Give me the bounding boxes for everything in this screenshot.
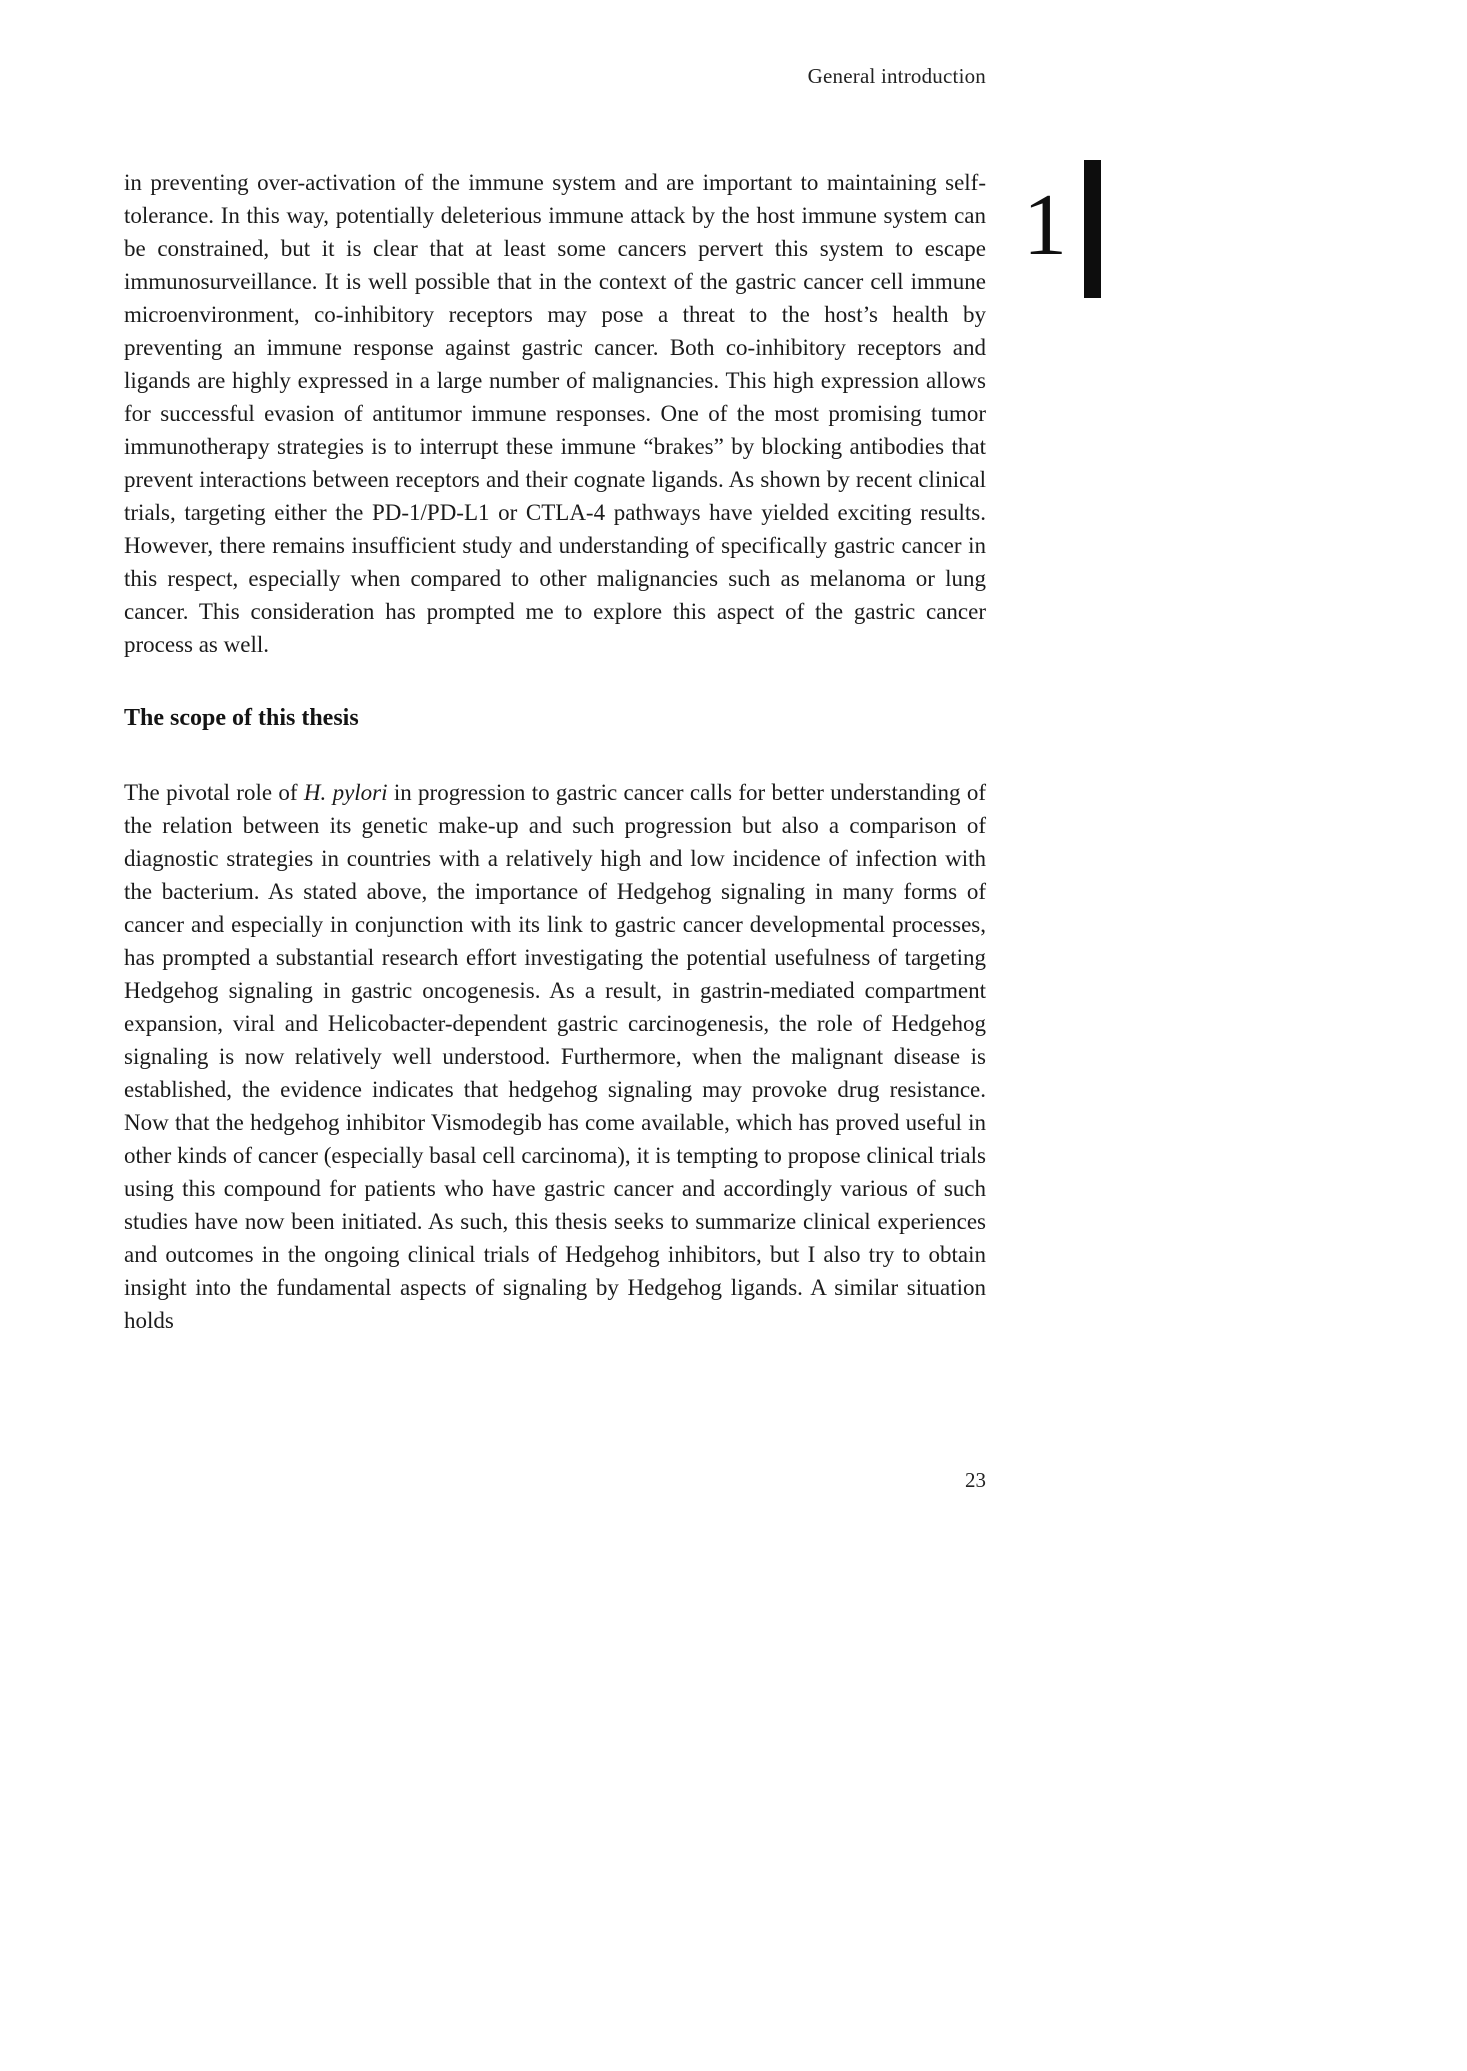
page-number: 23	[965, 1468, 986, 1492]
chapter-number: 1	[1023, 177, 1067, 274]
paragraph-scope-post: in progression to gastric cancer calls for better understanding of the relation between its genetic make-up and such progression but also a comparison of diagnostic strategies in countries with a relatively high and low incidence of infection with the bacterium. As stated above, the importance of Hedgehog signaling in many forms of cancer and especially in conjunction with its link to gastric cancer developmental processes, has prompted a substantial research effort investigating the potential usefulness of targeting Hedgehog signaling in gastric oncogenesis. As a result, in gastrin-mediated compartment expansion, viral and Helicobacter-dependent gastric carcinogenesis, the role of Hedgehog signaling is now relatively well understood. Furthermore, when the malignant disease is established, the evidence indicates that hedgehog signaling may provoke drug resistance. Now that the hedgehog inhibitor Vismodegib has come available, which has proved useful in other kinds of cancer (especially basal cell carcinoma), it is tempting to propose clinical trials using this compound for patients who have gastric cancer and accordingly various of such studies have now been initiated. As such, this thesis seeks to summarize clinical experiences and outcomes in the ongoing clinical trials of Hedgehog inhibitors, but I also try to obtain insight into the fundamental aspects of signaling by Hedgehog ligands. A similar situation holds	[124, 780, 986, 1333]
running-header: General introduction	[807, 64, 986, 88]
body-text-block	[124, 166, 986, 1337]
paragraph-scope-pre: The pivotal role of	[124, 780, 304, 805]
species-name-italic: H. pylori	[303, 780, 388, 805]
section-heading: The scope of this thesis	[124, 705, 359, 731]
chapter-tab-bar	[1084, 160, 1101, 298]
paragraph-scope	[124, 776, 986, 1337]
paragraph-immune-system: in preventing over-activation of the immune system and are important to maintaining self-tolerance. In this way, potentially deleterious immune attack by the host immune system can be constrained, but it is clear that at least some cancers pervert this system to escape immunosurveillance. It is well possible that in the context of the gastric cancer cell immune microenvironment, co-inhibitory receptors may pose a threat to the host’s health by preventing an immune response against gastric cancer. Both co-inhibitory receptors and ligands are highly expressed in a large number of malignancies. This high expression allows for successful evasion of antitumor immune responses. One of the most promising tumor immunotherapy strategies is to interrupt these immune “brakes” by blocking antibodies that prevent interactions between receptors and their cognate ligands. As shown by recent clinical trials, targeting either the PD-1/PD-L1 or CTLA-4 pathways have yielded exciting results. However, there remains insufficient study and understanding of specifically gastric cancer in this respect, especially when compared to other malignancies such as melanoma or lung cancer. This consideration has prompted me to explore this aspect of the gastric cancer process as well.	[124, 170, 986, 657]
